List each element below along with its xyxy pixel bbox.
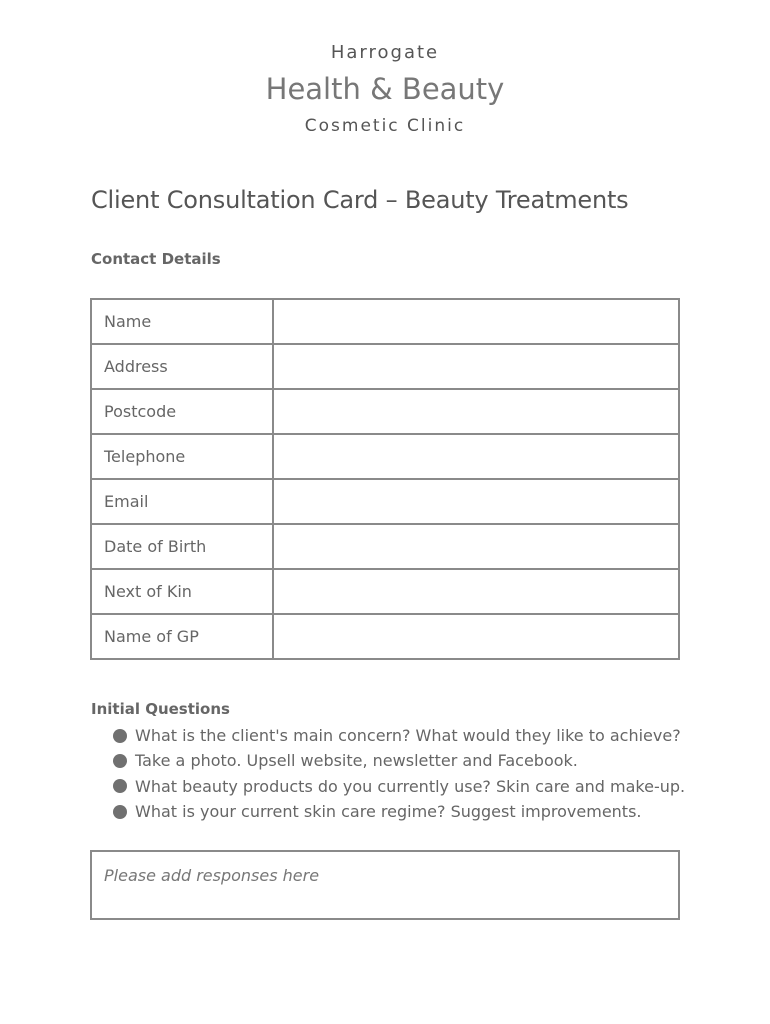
email-label: Email xyxy=(91,479,273,524)
table-row xyxy=(91,389,679,434)
clinic-subtitle: Cosmetic Clinic xyxy=(304,116,466,136)
postcode-label: Postcode xyxy=(91,389,273,434)
address-label: Address xyxy=(91,344,273,389)
table-row xyxy=(91,299,679,344)
table-row xyxy=(91,344,679,389)
list-item xyxy=(113,723,685,748)
telephone-label: Telephone xyxy=(91,434,273,479)
initial-questions-heading: Initial Questions xyxy=(91,700,230,718)
question-text: What is the client's main concern? What would they like to achieve? xyxy=(135,726,681,746)
bullet-icon xyxy=(113,805,127,819)
table-row xyxy=(91,479,679,524)
date-of-birth-field[interactable] xyxy=(273,524,679,569)
contact-details-table xyxy=(90,298,680,660)
email-field[interactable] xyxy=(273,479,679,524)
clinic-brand-name: Health & Beauty xyxy=(265,72,505,106)
document-title: Client Consultation Card – Beauty Treatments xyxy=(91,186,629,214)
table-row xyxy=(91,614,679,659)
date-of-birth-label: Date of Birth xyxy=(91,524,273,569)
bullet-icon xyxy=(113,779,127,793)
telephone-field[interactable] xyxy=(273,434,679,479)
name-label: Name xyxy=(91,299,273,344)
table-row xyxy=(91,569,679,614)
list-item xyxy=(113,774,685,799)
question-text: Take a photo. Upsell website, newsletter and Facebook. xyxy=(135,751,578,771)
postcode-field[interactable] xyxy=(273,389,679,434)
address-field[interactable] xyxy=(273,344,679,389)
next-of-kin-label: Next of Kin xyxy=(91,569,273,614)
name-field[interactable] xyxy=(273,299,679,344)
next-of-kin-field[interactable] xyxy=(273,569,679,614)
table-row xyxy=(91,434,679,479)
list-item xyxy=(113,748,685,773)
question-text: What is your current skin care regime? Suggest improvements. xyxy=(135,802,642,822)
question-text: What beauty products do you currently use? Skin care and make-up. xyxy=(135,776,686,796)
bullet-icon xyxy=(113,754,127,768)
bullet-icon xyxy=(113,729,127,743)
contact-details-heading: Contact Details xyxy=(91,250,221,268)
initial-questions-list xyxy=(113,723,685,824)
gp-name-field[interactable] xyxy=(273,614,679,659)
gp-name-label: Name of GP xyxy=(91,614,273,659)
responses-textarea[interactable] xyxy=(90,850,680,920)
list-item xyxy=(113,799,685,824)
table-row xyxy=(91,524,679,569)
clinic-location: Harrogate xyxy=(330,42,440,63)
responses-placeholder: Please add responses here xyxy=(104,866,320,885)
